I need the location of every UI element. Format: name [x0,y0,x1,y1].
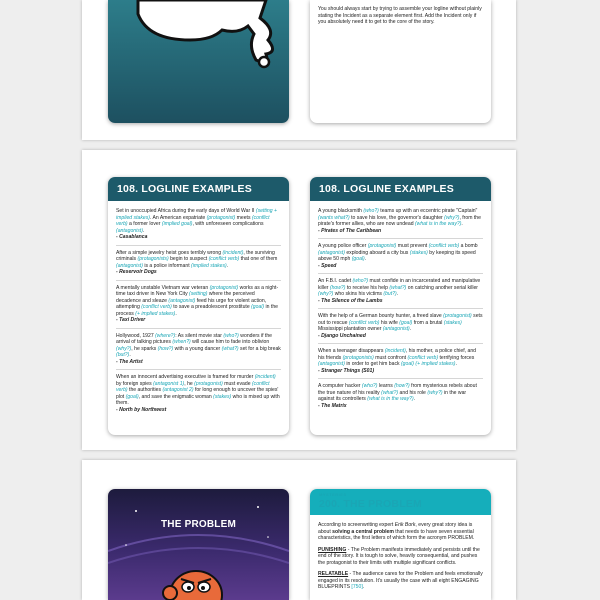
relatable-label: RELATABLE [318,571,349,577]
element-tag: (implied goal) [161,221,193,227]
element-tag: (how?) [329,284,346,291]
logline-entry [318,383,483,413]
element-tag: (goal) [399,319,413,326]
punishing-text: - The Problem manifests immediately and persists until the end of the story. It is tough to solve, heavily consequential, and pushes the protagonist to their limits with multiple significant conflicts. [318,546,480,566]
logline-text: learns [377,383,395,389]
text-card-top[interactable] [310,0,491,123]
element-tag: (incident) [254,374,276,380]
logline-text: When a teenager disappears [318,348,385,354]
intro-text-segment: that needs to have seven essential characteristics, the first letters of which form the acronym PROBLEM. [318,528,475,541]
logline-text: in order to get him back [344,361,401,367]
element-tag: (what is in the way?) [367,396,414,402]
card-title: 108. LOGLINE EXAMPLES [108,177,289,201]
element-tag: (goal) [251,304,265,310]
element-tag: (wants what?) [318,214,350,221]
relatable-text: - The audience cares for the Problem and feels emotionally engaged in its resolution. It's usually the case with all eight ENGAGING BLUEPRINTS [318,571,483,590]
logline-text: for long enough to uncover the spies' plot [116,387,279,400]
logline-text: . [175,310,177,317]
element-tag: (conflict verb) [116,214,270,227]
logline-text: , he sparks [131,345,158,352]
card-title-text: 200. THE PROBLEM [319,498,422,510]
logline-text: . An American expatriate [149,214,207,221]
intro-text-segment: solving a central problem [332,528,394,535]
character-illustration-icon [108,489,289,600]
logline-entry [116,250,281,281]
punishing-label: PUNISHING [318,546,347,553]
logline-text: An F.B.I. cadet [318,278,353,284]
logline-card-left[interactable] [108,177,289,435]
logline-text: by keeping its speed above 50 mph [318,249,476,262]
relatable-paragraph [318,571,483,591]
illustration-card-top[interactable] [108,0,289,123]
element-tag: (antagonist) [116,262,143,269]
element-tag: (conflict verb) [116,380,270,393]
logline-text: : As silent movie star [175,332,224,339]
logline-text: who skins his victims [333,291,384,297]
logline-text: begin to suspect [168,256,209,262]
film-title: - Speed [318,262,337,269]
relatable-end: . [362,584,365,590]
logline-card-right[interactable] [310,177,491,435]
logline-text: Mississippi plantation owner [318,326,383,332]
logline-text: . [129,352,131,358]
logline-text: must prevent [396,243,429,249]
element-tag: (who?) [361,383,378,389]
element-tag: (conflict verb) [428,243,460,249]
logline-entry [318,208,483,239]
element-tag: (what?) [221,345,239,352]
element-tag: (setting + implied stakes) [116,208,277,221]
blueprint-reference-link[interactable]: [750] [351,584,363,590]
element-tag: (who?) [223,332,239,339]
logline-text: wonders if the arrival of talking pictures [116,332,273,345]
logline-text: exploding aboard a city bus [344,249,410,256]
logline-text: A mentally unstable Vietnam war veteran [116,284,210,291]
element-tag: (goal) [125,393,139,400]
logline-entry [116,333,281,371]
logline-text: meets [235,214,252,221]
logline-text: After a simple jewelry heist goes terribly wrong [116,249,223,256]
logline-text: will cause him to fade into oblivion [190,339,270,345]
element-tag: (what is in the way?) [414,221,462,227]
logline-text: his wife [379,319,400,326]
logline-entry [318,243,483,274]
element-tag: (stakes) [409,249,428,256]
element-tag: (incident) [384,348,406,354]
logline-text: that one of them [239,256,278,262]
logline-text: on catching another serial killer [406,284,478,291]
logline-entry [116,374,281,417]
logline-entries-list [310,201,491,424]
logline-entry [116,208,281,246]
card-title: 108. LOGLINE EXAMPLES [310,177,491,201]
logline-text: teams up with an eccentric pirate "Captain" [378,208,478,214]
element-tag: (who?) [363,208,379,214]
element-tag: (conflict verb) [407,354,439,361]
logline-text: . [364,256,367,262]
film-title: - Reservoir Dogs [116,269,157,275]
logline-text: , his mother, a police chief, and his friends [318,348,477,361]
logline-entry [318,278,483,309]
film-title: - Casablanca [116,234,148,240]
card-title [310,489,491,515]
element-tag: (antagonist 1) [153,380,185,387]
element-tag: (setting) [189,291,208,297]
element-tag: (antagonist 2) [162,387,194,393]
logline-text: Hollywood, 1927 [116,332,156,339]
logline-entry [116,285,281,329]
logline-text: , with unforeseen complications [192,221,264,227]
logline-text: in the process [116,304,278,317]
element-tag: (why?) [427,389,443,396]
element-tag: (goal) [400,361,414,367]
element-tag: (what?) [381,389,399,396]
logline-text: a bomb [459,243,478,249]
element-tag: (protagonists) [342,354,374,361]
logline-text: , he [184,380,195,387]
logline-text: sets out to rescue [318,313,483,326]
element-tag: (but?) [383,291,397,297]
logline-text: With the help of a German bounty hunter, a freed slave [318,313,444,319]
element-tag: (when?) [172,339,191,345]
problem-intro-text [318,522,483,542]
logline-text: A young blacksmith [318,208,364,214]
illustration-title: THE PROBLEM [161,519,236,530]
logline-text: with a young dancer [173,345,222,352]
element-tag: (antagonist) [116,227,143,234]
logline-text: to save his love, the governor's daughter [349,214,445,221]
element-tag: (implied stakes) [191,262,227,269]
category-label: MYSTERIES [319,492,347,497]
element-tag: (why?) [318,291,334,297]
logline-text: . [226,262,229,269]
element-tag: (how?) [157,345,174,352]
element-tag: (conflict verb) [208,256,240,262]
logline-text: must confide in an incarcerated and manipulative killer [318,278,481,291]
element-tag: (where?) [155,332,176,339]
logline-text: works as a night-time taxi driver in New York City [116,284,279,297]
logline-text: terrifying forces [438,354,475,361]
element-tag: (what?) [389,284,407,291]
element-tag: (+ implied stakes) [135,310,176,317]
logline-text: When an innocent advertising executive is framed for murder [116,374,255,380]
film-title: - The Artist [116,358,143,365]
element-tag: (antagonist) [382,326,410,332]
intro-text-segment: Erik Bork [394,522,416,528]
film-title: - Django Unchained [318,332,366,339]
intro-text-segment: , every great story idea is about [318,522,473,535]
element-tag: (stakes) [443,319,462,326]
film-title: - Stranger Things (S01) [318,367,375,374]
element-tag: (protagonist) [367,243,397,249]
element-tag: (who?) [352,278,369,284]
element-tag: (protagonist) [443,313,472,319]
element-tag: (protagonist) [209,284,239,291]
logline-text: is a police informant [142,262,192,269]
logline-text: . [413,396,416,402]
logline-text: from a brutal [412,319,444,326]
logline-text: . [396,291,399,297]
element-tag: (antagonist) [318,361,345,367]
logline-text: must evade [222,380,252,387]
element-tag: (why?) [116,345,132,352]
element-tag: (incident) [222,249,244,256]
element-tag: (antagonist) [168,297,196,304]
logline-text: by foreign spies [116,380,154,387]
element-tag: (how?) [394,383,410,389]
logline-text: a former lover [127,221,162,227]
film-title: - Taxi Driver [116,317,146,323]
logline-entry [318,313,483,344]
logline-text: , and save the enigmatic woman [138,393,214,400]
logline-text: where the perceived decadence and sleaze [116,291,255,304]
incident-advice-text: You should always start by trying to assemble your logline without plainly stating the Incident as a separate element first. Add the Incident only if you absolutely need it to get to the core of the story. [318,6,482,25]
intro-text-segment: According to screenwriting expert [318,522,395,528]
logline-text: and his role [398,389,428,396]
logline-text: to receive his help [345,284,390,291]
element-tag: (protagonists) [137,256,169,262]
logline-text: to save a preadolescent prostitute [171,304,252,310]
speech-bubble-icon [108,0,289,123]
illustration-card-bottom[interactable] [108,489,289,600]
problem-card[interactable] [310,489,491,600]
logline-text: who is mixed up with them. [116,393,280,406]
film-title: - North by Northwest [116,406,167,413]
logline-text: the authorities [127,387,163,393]
element-tag: (antagonist) [318,249,345,256]
logline-text: must confront [373,354,408,361]
logline-text: , the surviving criminals [116,249,275,262]
logline-text: in the war against its controllers [318,389,467,402]
punishing-paragraph [318,547,483,567]
element-tag: (conflict verb) [348,319,380,326]
logline-entry [318,348,483,379]
logline-text: . [461,221,463,227]
logline-text: from mysterious rebels about the true nature of his reality [318,383,477,396]
logline-text: feed his urge for violent action, attempting [116,297,267,310]
logline-text: , from the pirate's former allies, who are now undead [318,214,481,227]
element-tag: (but?) [116,352,130,358]
logline-text: . [142,227,145,234]
element-tag: (protagonist) [194,380,223,387]
logline-text: . [409,326,412,332]
logline-text: set for a big break [238,345,281,352]
logline-text: . [455,361,457,367]
element-tag: (protagonist) [206,214,236,221]
element-tag: (stakes) [213,393,232,400]
element-tag: (conflict verb) [141,304,172,310]
element-tag: (why?) [444,214,460,221]
logline-text: A young police officer [318,243,368,249]
logline-text: Set in unoccupied Africa during the early days of World War II [116,208,256,214]
film-title: - Pirates of The Caribbean [318,227,382,234]
logline-text: A computer hacker [318,383,362,389]
film-title: - The Matrix [318,402,347,409]
logline-entries-list [108,201,289,428]
element-tag: (goal) [351,256,365,262]
element-tag: (+ implied stakes) [415,361,456,367]
film-title: - The Silence of the Lambs [318,297,383,304]
